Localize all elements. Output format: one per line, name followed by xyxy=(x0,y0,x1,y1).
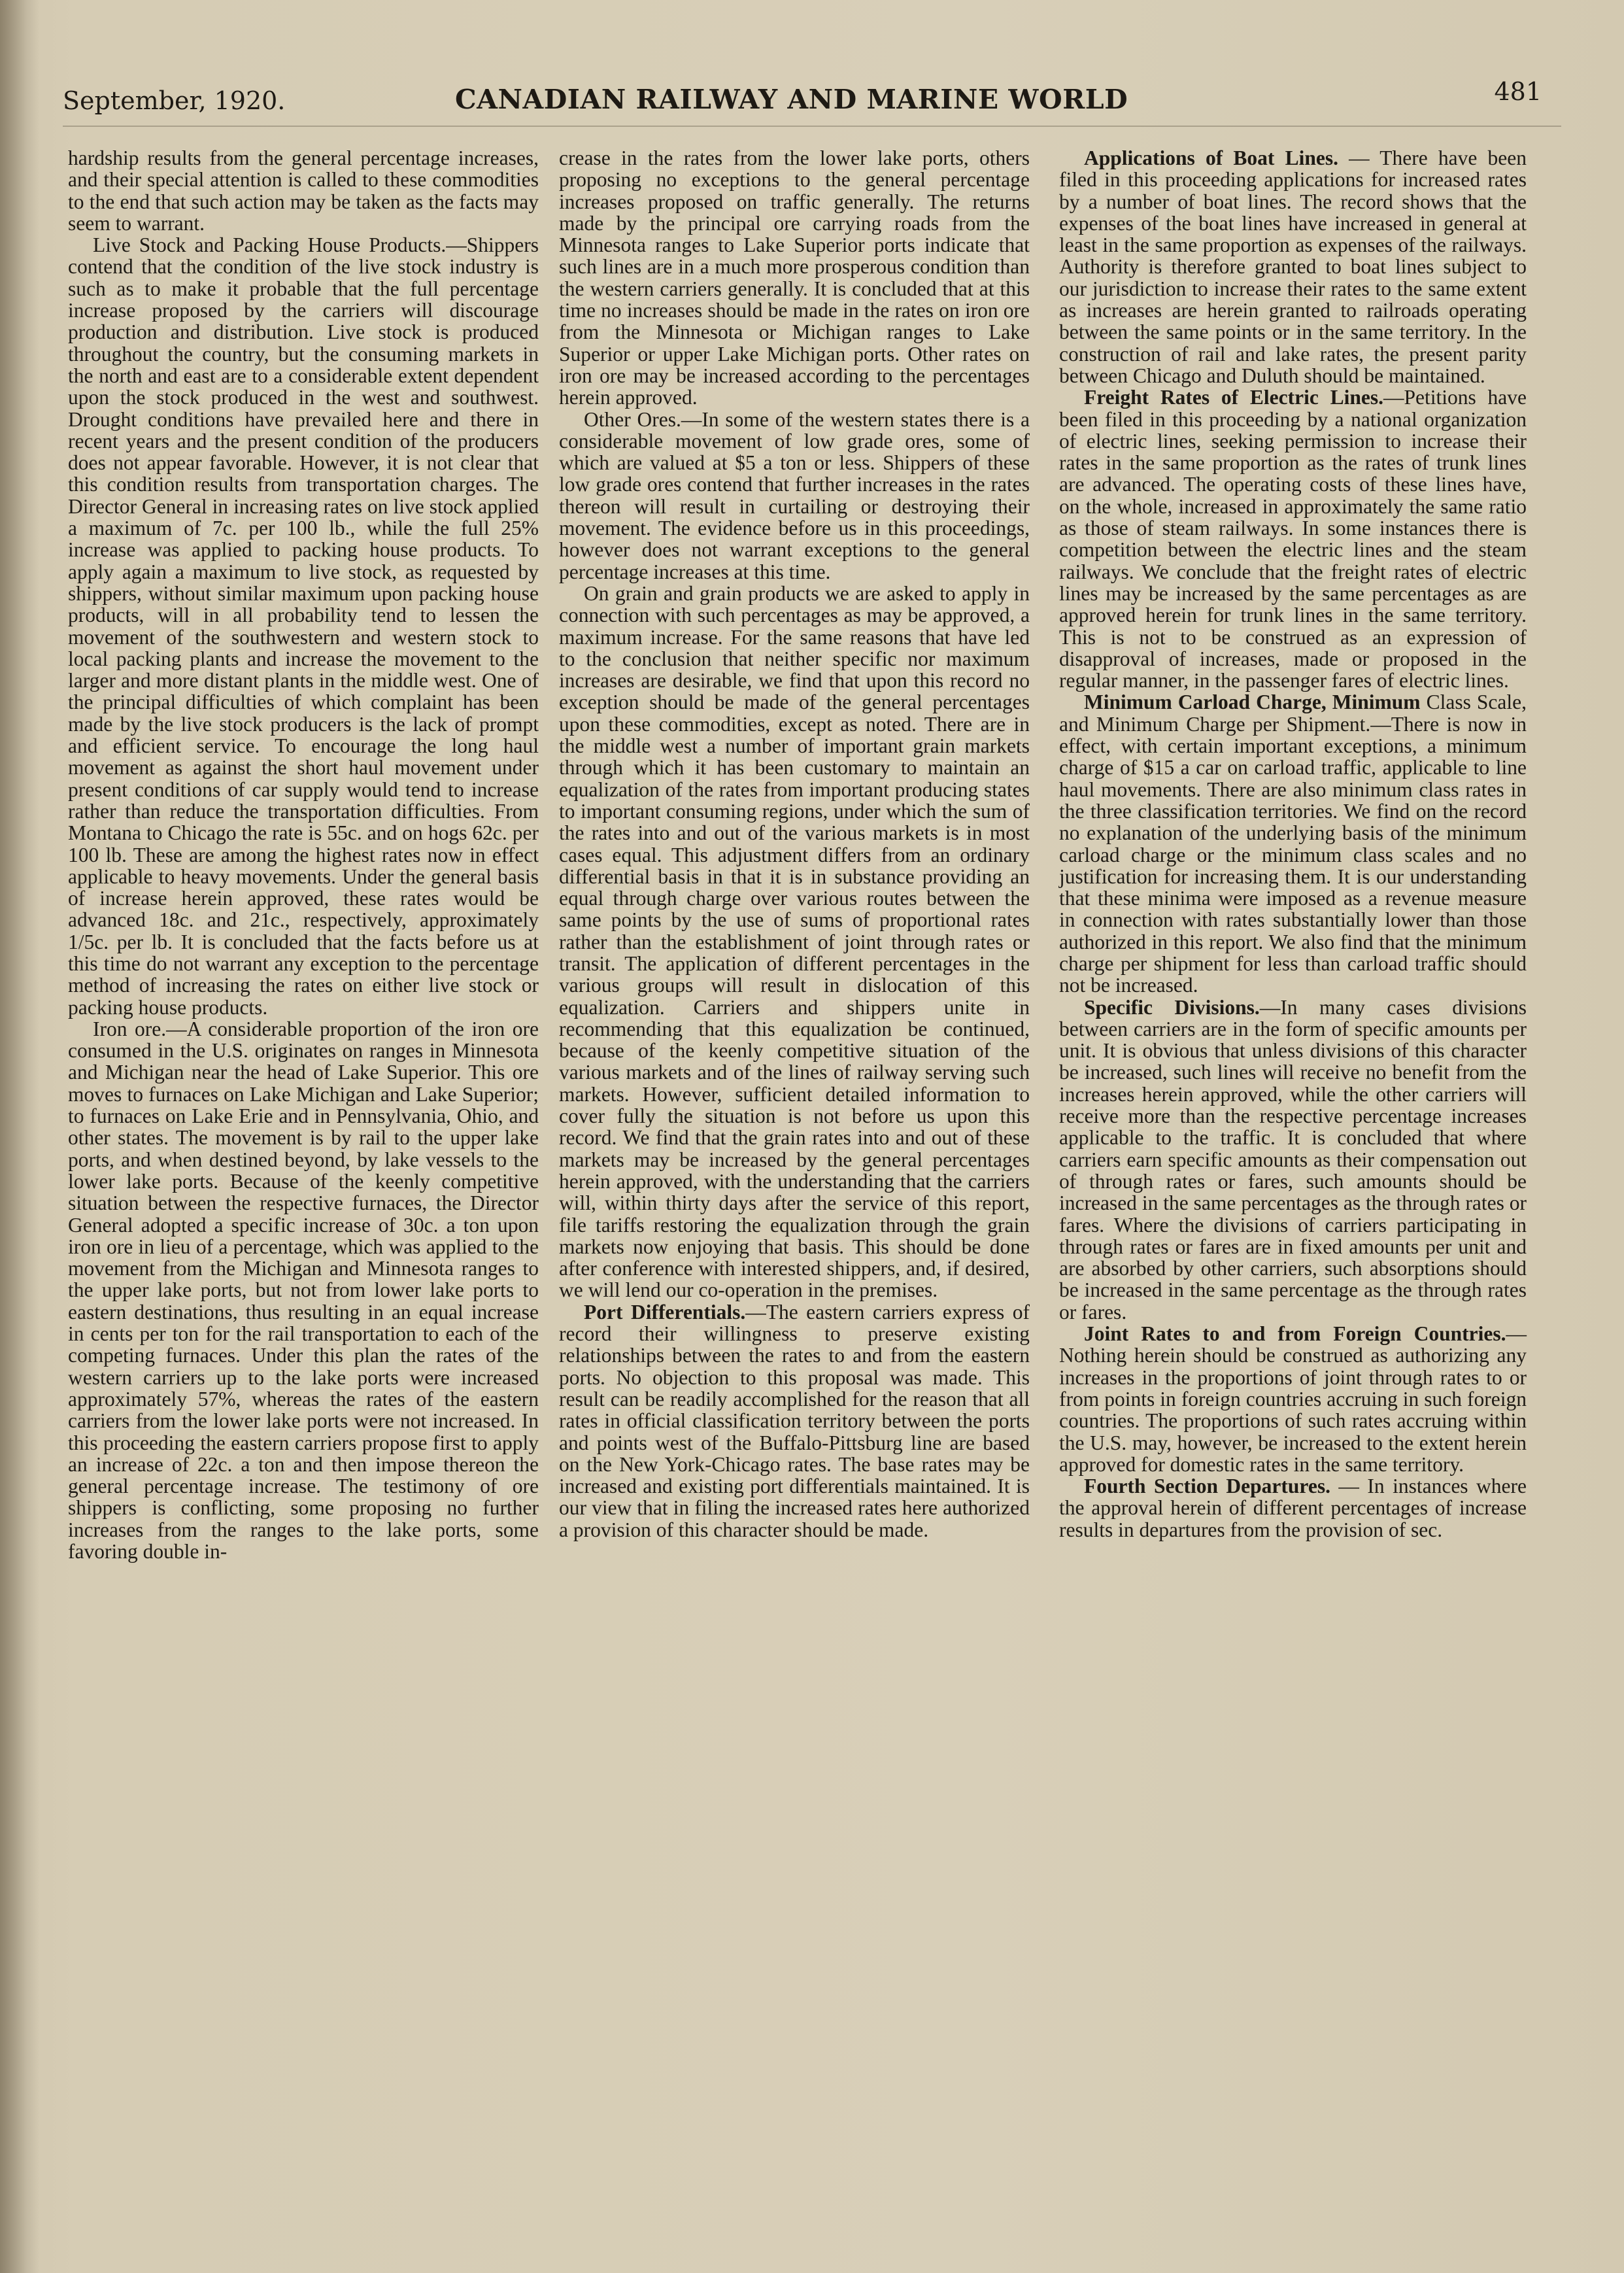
paragraph-text: crease in the rates from the lower lake ports, others proposing no exceptions to the general percentage increases proposed on traffic generally. The returns made by the principal ore carrying roads from the Minnesota ranges to Lake Superior ports indicate that such lines are in a much more prosperous condition than the western carriers generally. It is concluded that at this time no increases should be made in the rates on iron ore from the Minnesota or Michigan ranges to Lake Superior or upper Lake Michigan ports. Other rates on iron ore may be increased according to the percentages herein approved. xyxy=(559,146,1030,409)
binding-shadow xyxy=(0,0,39,2273)
section-heading: Minimum Carload Charge, Minimum xyxy=(1084,691,1421,714)
paragraph xyxy=(68,234,539,1018)
paragraph-text: Live Stock and Packing House Products.—Shippers contend that the condition of the live stock industry is such as to make it probable that the full percentage increase proposed by the carriers will discourage production and distribution. Live stock is produced throughout the country, but the consuming markets in the north and east are to a considerable extent dependent upon the stock produced in the west and southwest. Drought conditions have prevailed here and there in recent years and the present condition of the producers does not appear favorable. However, it is not clear that this condition results from transportation charges. The Director General in increasing rates on live stock applied a maximum of 7c. per 100 lb., while the full 25% increase was applied to packing house products. To apply again a maximum to live stock, as requested by shippers, without similar maximum upon packing house products, will in all probability tend to lessen the movement of the southwestern and western stock to local packing plants and increase the movement to the larger and more distant plants in the middle west. One of the principal difficulties of which complaint has been made by the live stock producers is the lack of prompt and efficient service. To encourage the long haul movement as against the short haul movement under present conditions of car supply would tend to increase rather than reduce the transportation difficulties. From Montana to Chicago the rate is 55c. and on hogs 62c. per 100 lb. These are among the highest rates now in effect applicable to heavy movements. Under the general basis of increase herein approved, these rates would be advanced 18c. and 21c., respectively, approximately 1/5c. per lb. It is concluded that the facts before us at this time do not warrant any exception to the percentage method of increasing the rates on either live stock or packing house products. xyxy=(68,233,539,1019)
paragraph-text: —In many cases divisions between carriers are in the form of specific amounts per unit. It is obvious that unless divisions of this character be increased, such lines will receive no benefit from the increases herein approved, while the other carriers will receive more than the respective percentage increases applicable to the traffic. It is concluded that where carriers earn specific amounts as their compensation out of through rates or fares, such amounts should be increased in the same percentages as the through rates or fares. Where the divisions of carriers participating in through rates or fares are in fixed amounts per unit and are absorbed by other carriers, such absorptions should be increased in the same percentage as the through rates or fares. xyxy=(1059,995,1527,1324)
section-heading: Fourth Section Departures. xyxy=(1084,1475,1330,1498)
paragraph xyxy=(1059,691,1527,996)
section-heading: Specific Divisions. xyxy=(1084,995,1260,1019)
page-number: 481 xyxy=(1494,77,1542,106)
paragraph-text: —Petitions have been filed in this proceeding by a national organization of electric lines, seeking permission to increase their rates in the same proportion as the rates of trunk lines are advanced. The operating costs of these lines have, on the whole, increased in approximately the same ratio as those of steam railways. In some instances there is competition between the electric lines and the steam railways. We conclude that the freight rates of electric lines may be increased by the same percentages as are approved herein for trunk lines in the same territory. This is not to be construed as an expression of disapproval of increases, made or proposed in the regular manner, in the passenger fares of electric lines. xyxy=(1059,386,1527,692)
section-heading: Port Differentials. xyxy=(584,1300,746,1324)
section-heading: Joint Rates to and from Foreign Countries. xyxy=(1084,1322,1506,1346)
text-column-2 xyxy=(559,147,1030,1541)
header-date: September, 1920. xyxy=(63,86,286,115)
paragraph-text: —The eastern carriers express of record their willingness to preserve existing relationships between the rates to and from the eastern ports. No objection to this proposal was made. This result can be readily accomplished for the reason that all rates in official classification territory between the ports and points west of the Buffalo-Pittsburg line are based on the New York-Chicago rates. The base rates may be increased and existing port differentials maintained. It is our view that in filing the increased rates here authorized a provision of this character should be made. xyxy=(559,1300,1030,1541)
paragraph-text: Class Scale, and Minimum Charge per Shipment.—There is now in effect, with certain important exceptions, a minimum charge of $15 a car on carload traffic, applicable to line haul movements. There are also minimum class rates in the three classification territories. We find on the record no explanation of the underlying basis of the minimum carload charge or the minimum class scales and no justification for increasing them. It is our understanding that these minima were imposed as a revenue measure in connection with rates substantially lower than those authorized in this report. We also find that the minimum charge per shipment for less than carload traffic should not be increased. xyxy=(1059,691,1527,997)
paragraph-text: —Nothing herein should be construed as authorizing any increases in the proportions of joint through rates to or from points in foreign countries accruing in such foreign countries. The proportions of such rates accruing within the U.S. may, however, be increased to the extent herein approved for domestic rates in the same territory. xyxy=(1059,1322,1527,1476)
publication-title: CANADIAN RAILWAY AND MARINE WORLD xyxy=(455,84,1128,115)
paragraph xyxy=(1059,997,1527,1323)
paragraph-text: hardship results from the general percentage increases, and their special attention is called to these commodities to the end that such action may be taken as the facts may seem to warrant. xyxy=(68,146,539,235)
section-heading: Applications of Boat Lines. xyxy=(1084,146,1338,169)
text-column-3 xyxy=(1059,147,1527,1541)
paragraph xyxy=(1059,386,1527,691)
paragraph-text: Other Ores.—In some of the western states there is a considerable movement of low grade ores, some of which are valued at $5 a ton or less. Shippers of these low grade ores contend that further increases in the rates thereon will result in curtailing or destroying their movement. The evidence before us in this proceedings, however does not warrant exceptions to the general percentage increases at this time. xyxy=(559,407,1030,583)
paragraph-text: — In instances where the approval herein of different percentages of increase results in departures from the provision of sec. xyxy=(1059,1475,1527,1541)
paragraph xyxy=(559,1301,1030,1541)
paragraph xyxy=(559,583,1030,1301)
paragraph xyxy=(68,147,539,234)
paragraph xyxy=(559,409,1030,583)
paragraph xyxy=(559,147,1030,409)
header-rule xyxy=(63,126,1561,127)
paragraph xyxy=(1059,1323,1527,1475)
paragraph-text: Iron ore.—A considerable proportion of the iron ore consumed in the U.S. originates on ranges in Minnesota and Michigan near the head of Lake Superior. This ore moves to furnaces on Lake Michigan and Lake Superior; to furnaces on Lake Erie and in Pennsylvania, Ohio, and other states. The movement is by rail to the upper lake ports, and when destined beyond, by lake vessels to the lower lake ports. Because of the keenly competitive situation between the respective furnaces, the Director General adopted a specific increase of 30c. a ton upon iron ore in lieu of a percentage, which was applied to the movement from the Michigan and Minnesota ranges to the upper lake ports, but not from lower lake ports to eastern destinations, thus resulting in an equal increase in cents per ton for the rail transportation to each of the competing furnaces. Under this plan the rates of the western carriers up to the lake ports were increased approximately 57%, whereas the rates of the eastern carriers from the lower lake ports were not increased. In this proceeding the eastern carriers propose first to apply an increase of 22c. a ton and then impose thereon the general percentage increase. The testimony of ore shippers is conflicting, some proposing no further increases from the ranges to the lake ports, some favoring double in- xyxy=(68,1017,539,1563)
paragraph-text: On grain and grain products we are asked to apply in connection with such percentages as may be approved, a maximum increase. For the same reasons that have led to the conclusion that neither specific nor maximum increases are desirable, we find that upon this record no exception should be made of the general percentages upon these commodities, except as noted. There are in the middle west a number of important grain markets through which it has been customary to maintain an equalization of the rates from important producing states to important consuming regions, under which the sum of the rates into and out of the various markets is in most cases equal. This adjustment differs from an ordinary differential basis in that it is in substance providing an equal through charge over various routes between the same points by the use of sums of proportional rates rather than the establishment of joint through rates or transit. The application of different percentages in the various groups will result in dislocation of this equalization. Carriers and shippers unite in recommending that this equalization be continued, because of the keenly competitive situation of the various markets and of the lines of railway serving such markets. However, sufficient detailed information to cover fully the situation is not before us upon this record. We find that the grain rates into and out of these markets may be increased by the general percentages herein approved, with the understanding that the carriers will, within thirty days after the service of this report, file tariffs restoring the equalization through the grain markets now enjoying that basis. This should be done after conference with interested shippers, and, if desired, we will lend our co-operation in the premises. xyxy=(559,581,1030,1302)
section-heading: Freight Rates of Electric Lines. xyxy=(1084,386,1383,409)
paragraph xyxy=(1059,147,1527,386)
paragraph xyxy=(68,1018,539,1562)
text-column-1 xyxy=(68,147,539,1562)
paragraph xyxy=(1059,1475,1527,1541)
paragraph-text: — There have been filed in this proceeding applications for increased rates by a number of boat lines. The record shows that the expenses of the boat lines have increased in general at least in the same proportion as expenses of the railways. Authority is therefore granted to boat lines subject to our jurisdiction to increase their rates to the same extent as increases are herein granted to railroads operating between the same points or in the same territory. In the construction of rail and lake rates, the present parity between Chicago and Duluth should be maintained. xyxy=(1059,146,1527,387)
page-header xyxy=(63,77,1561,123)
